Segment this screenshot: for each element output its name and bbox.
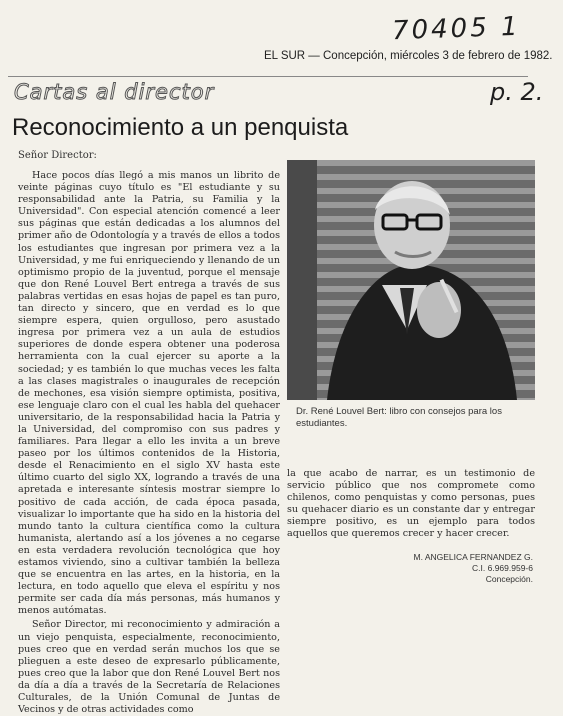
salutation: Señor Director: — [18, 150, 97, 161]
paragraph-1: Hace pocos días llegó a mis manos un librito de veinte páginas cuyo título es "El estudiante y su responsabilidad ante la Patria, su Familia y la Universidad". Con especial atención comencé a leer sus páginas que están dedicadas a los alumnos del primer año de Odontología y a través de ellos a todos los estudiantes que ingresan por primera vez a la Universidad, y me fui enriqueciendo y llenando de un optimismo propio de la juventud, porque el mensaje que don René Louvel Bert entrega a través de sus palabras vertidas en esas hojas de papel es tan puro, tan directo y sincero, que en verdad es lo que siempre espera, quien orgulloso, pero asustado ingresa por primera vez a un aula de estudios superiores de donde espera obtener una poderosa herramienta con la cual ejercer su aporte a la sociedad; y es también lo que muchas veces les falta a las clases magistrales o inaugurales de recepción de mechones, esa visión siempre optimista, positiva, ese lenguaje claro con el cual les habla del quehacer universitario, de la responsabilidad hacia la Patria y la Universidad, del compromiso con sus padres y familiares. Para llegar a ello les invita a un breve paseo por los últimos contenidos de la Historia, desde el Renacimiento en el siglo XV hasta este último cuarto del siglo XX, logrando a través de una apretada e interesante síntesis mostrar siempre lo positivo de cada acción, de cada época pasada, visualizar lo importante que ha sido en la historia del mundo tanto la cultura científica como la cultura humanista, alertando así a los jóvenes a no cegarse en esta verdadera revolución tecnológica que hoy estamos viviendo, sino a cultivar también la belleza que se encuentra en las artes, en la historia, en la lectura, en todo aquello que eleva el espíritu y nos permite ser cada día más personas, más humanos y menos autómatas. — [18, 170, 280, 617]
article-headline: Reconocimiento a un penquista — [12, 114, 349, 141]
author-name: M. ANGELICA FERNANDEZ G. — [413, 552, 533, 562]
continuation-paragraph: la que acabo de narrar, es un testimonio de servicio público que nos compromete como chilenos, como penquistas y como personas, pues su quehacer diario es un constante dar y entregar siempre positivo, es un ejemplo para todos aquellos que queremos crecer y hacer crecer. — [287, 468, 535, 540]
section-title: Cartas al director — [14, 80, 215, 104]
author-city: Concepción. — [485, 574, 533, 584]
author-id: C.I. 6.969.959-6 — [472, 563, 533, 573]
signature-block — [414, 552, 534, 585]
paragraph-2: Señor Director, mi reconocimiento y admiración a un viejo penquista, especialmente, reconocimiento, pues creo que en verdad serán muchos los que se plieguen a este deseo de expresarlo públicamente, pues creo que la labor que don René Louvel Bert nos da día a día a través de la Secretaría de Relaciones Culturales, de la Unión Comunal de Juntas de Vecinos y de otras actividades como — [18, 619, 280, 716]
handwritten-annotation: 70405 1 — [391, 11, 522, 47]
portrait-photo-graphic — [287, 160, 535, 400]
article-continuation-column — [287, 468, 535, 541]
photo-caption: Dr. René Louvel Bert: libro con consejos para los estudiantes. — [296, 406, 502, 429]
masthead: EL SUR — Concepción, miércoles 3 de febrero de 1982. — [264, 50, 553, 62]
page-mark: p. 2. — [490, 78, 544, 106]
portrait-photo — [287, 160, 535, 400]
article-body-column — [18, 170, 280, 716]
